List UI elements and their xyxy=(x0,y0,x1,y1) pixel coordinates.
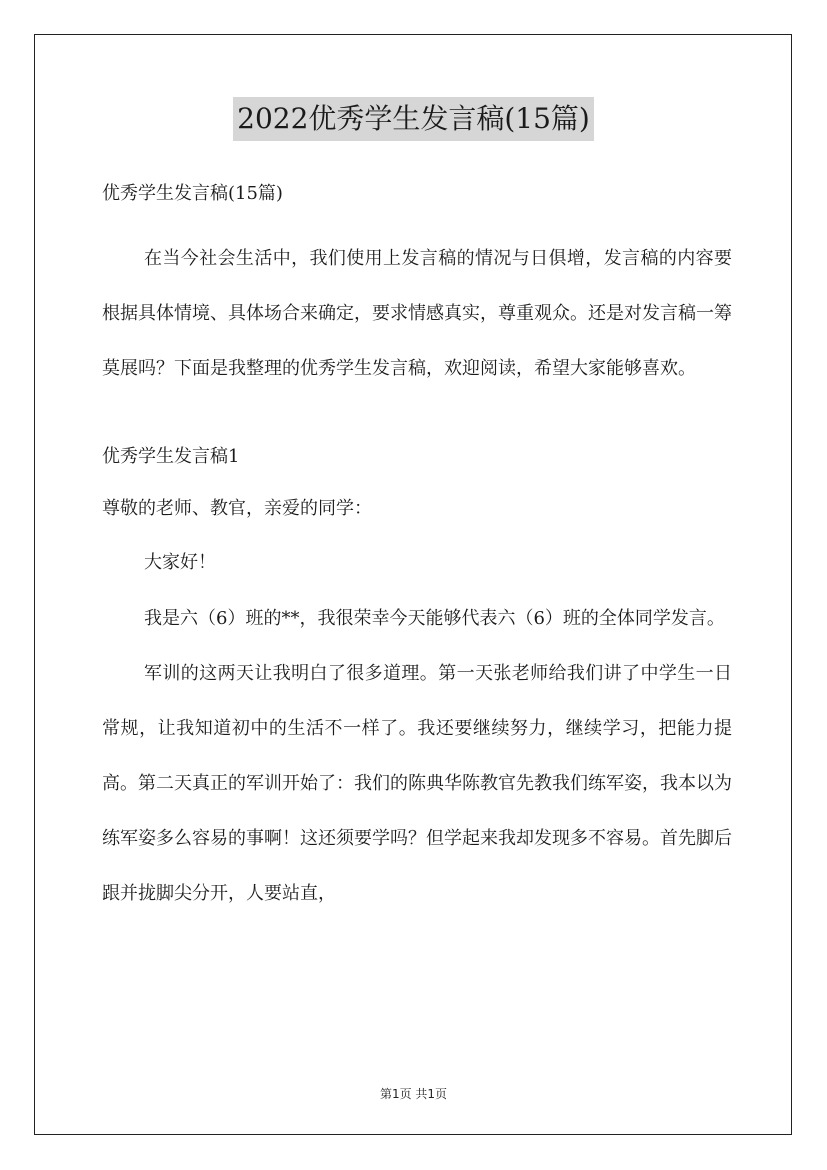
body-paragraph: 军训的这两天让我明白了很多道理。第一天张老师给我们讲了中学生一日常规，让我知道初中的生活不一样了。我还要继续努力，继续学习，把能力提高。第二天真正的军训开始了：我们的陈典华陈教官先教我们练军姿，我本以为练军姿多么容易的事啊！这还须要学吗？但学起来我却发现多不容易。首先脚后跟并拢脚尖分开，人要站直， xyxy=(102,663,732,904)
greeting: 大家好！ xyxy=(144,552,216,573)
document-title: 2022优秀学生发言稿(15篇) xyxy=(233,97,594,141)
document-subtitle: 优秀学生发言稿(15篇) xyxy=(102,183,283,204)
page-number-footer: 第1页 共1页 xyxy=(379,1087,448,1101)
document-body xyxy=(102,175,732,921)
body-paragraph: 我是六（6）班的**，我很荣幸今天能够代表六（6）班的全体同学发言。 xyxy=(144,608,725,629)
salutation: 尊敬的老师、教官，亲爱的同学： xyxy=(102,498,372,519)
title-container xyxy=(0,97,827,141)
intro-paragraph: 在当今社会生活中，我们使用上发言稿的情况与日俱增，发言稿的内容要根据具体情境、具体场合来确定，要求情感真实，尊重观众。还是对发言稿一筹莫展吗？下面是我整理的优秀学生发言稿，欢迎阅读，希望大家能够喜欢。 xyxy=(102,248,732,379)
section-heading: 优秀学生发言稿1 xyxy=(102,446,240,467)
